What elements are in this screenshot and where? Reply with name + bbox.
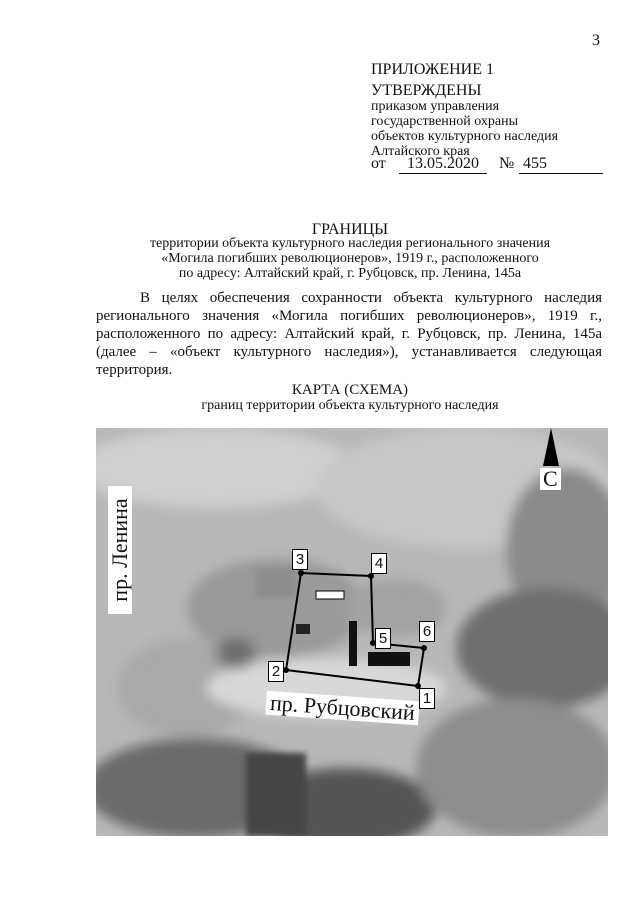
approved-line: Алтайского края: [371, 144, 470, 159]
approved-label: УТВЕРЖДЕНЫ: [371, 82, 482, 99]
subtitle-line: по адресу: Алтайский край, г. Рубцовск, пр. Ленина, 145а: [178, 266, 522, 281]
approved-line: приказом управления: [371, 99, 500, 114]
approved-line: объектов культурного наследия: [371, 129, 559, 144]
order-number: 455: [519, 155, 603, 174]
boundary-point-6: 6: [419, 621, 435, 642]
order-date-line: [371, 155, 606, 173]
boundary-point-4: 4: [371, 553, 387, 574]
aerial-image: [96, 428, 608, 836]
street-label-lenina: пр. Ленина: [108, 486, 132, 614]
document-title: ГРАНИЦЫ: [311, 221, 389, 238]
boundary-point-1: 1: [419, 688, 435, 709]
document-subtitle: [80, 236, 620, 281]
body-paragraph: В целях обеспечения сохранности объекта культурного наследия регионального значения «Могила погибших революционеров», 1919 г., расположенного по адресу: Алтайский край, г. Рубцовск, пр. Ленина, 145а (далее – «объект культурного наследия»), устанавливается следующая территория.: [96, 290, 602, 378]
boundary-point-3: 3: [292, 549, 308, 570]
map-subtitle: границ территории объекта культурного наследия: [201, 398, 499, 413]
approved-line: государственной охраны: [371, 114, 519, 129]
boundary-point-2: 2: [268, 661, 284, 682]
number-sign: №: [499, 155, 515, 172]
date-prefix: от: [371, 155, 386, 172]
north-label: С: [540, 468, 561, 490]
page-number: 3: [592, 32, 600, 49]
order-date: 13.05.2020: [399, 155, 487, 174]
subtitle-line: «Могила погибших революционеров», 1919 г., расположенного: [161, 251, 539, 266]
subtitle-line: территории объекта культурного наследия регионального значения: [149, 236, 551, 251]
street-label-rubtsovsky: пр. Рубцовский: [265, 691, 419, 726]
aerial-map: [96, 428, 608, 836]
boundary-point-5: 5: [375, 628, 391, 649]
map-title: КАРТА (СХЕМА): [291, 382, 409, 398]
appendix-label: ПРИЛОЖЕНИЕ 1: [371, 61, 495, 78]
approved-by-block: [371, 99, 558, 159]
